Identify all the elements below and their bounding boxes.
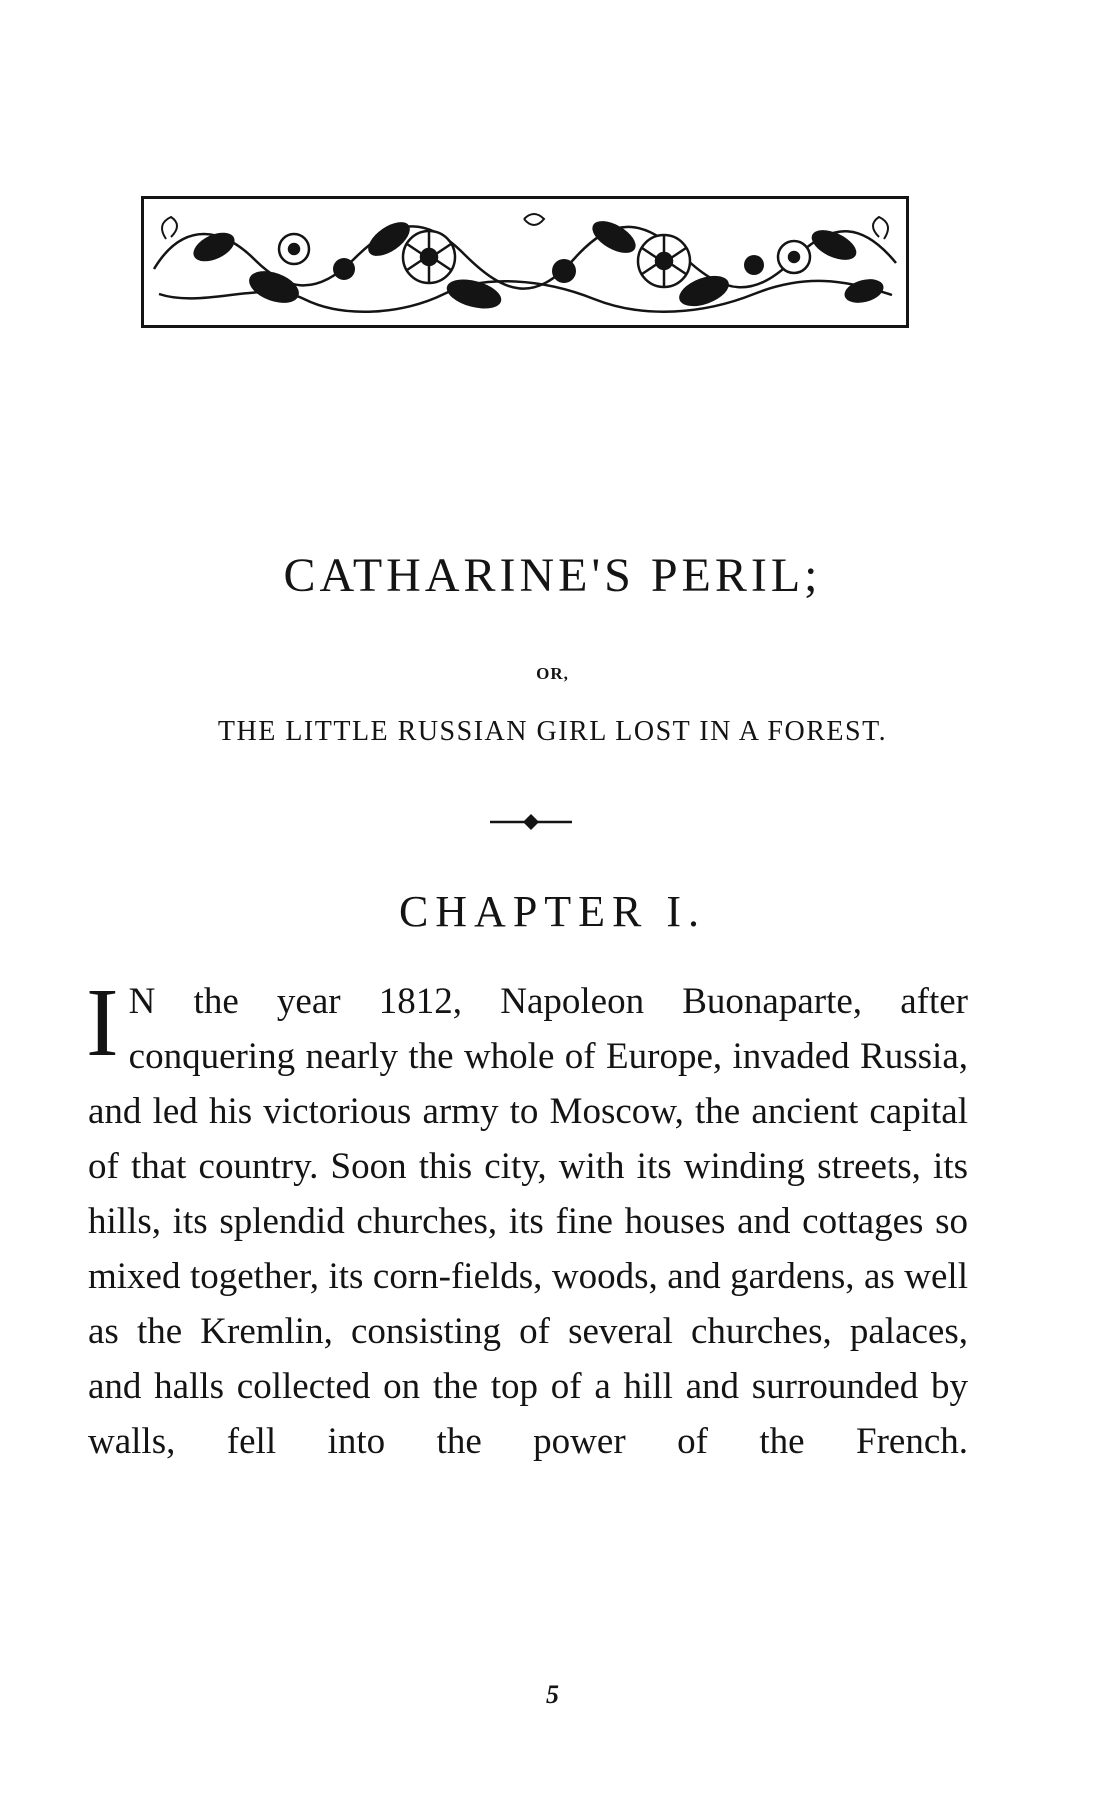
diamond-rule-icon: [490, 812, 572, 832]
or-connector: OR,: [536, 664, 569, 683]
page-number: 5: [546, 1680, 559, 1709]
drop-cap: I: [86, 969, 119, 1077]
chapter-heading: CHAPTER I.: [398, 887, 707, 936]
floral-headpiece-icon: [141, 196, 909, 328]
book-title: CATHARINE'S PERIL;: [283, 549, 822, 602]
book-subtitle: THE LITTLE RUSSIAN GIRL LOST IN A FOREST.: [217, 716, 888, 747]
chapter-paragraph: [86, 969, 968, 1469]
paragraph-text: N the year 1812, Napoleon Buonaparte, after conquering nearly the whole of Europe, invaded Russia, and led his victorious army to Moscow, the ancient capital of that country. Soon this city, with its winding streets, its hills, its splendid churches, its fine houses and cottages so mixed together, its corn-fields, woods, and gardens, as well as the Kremlin, consisting of several churches, palaces, and halls collected on the top of a hill and surrounded by walls, fell into the power of the French.: [88, 981, 968, 1462]
